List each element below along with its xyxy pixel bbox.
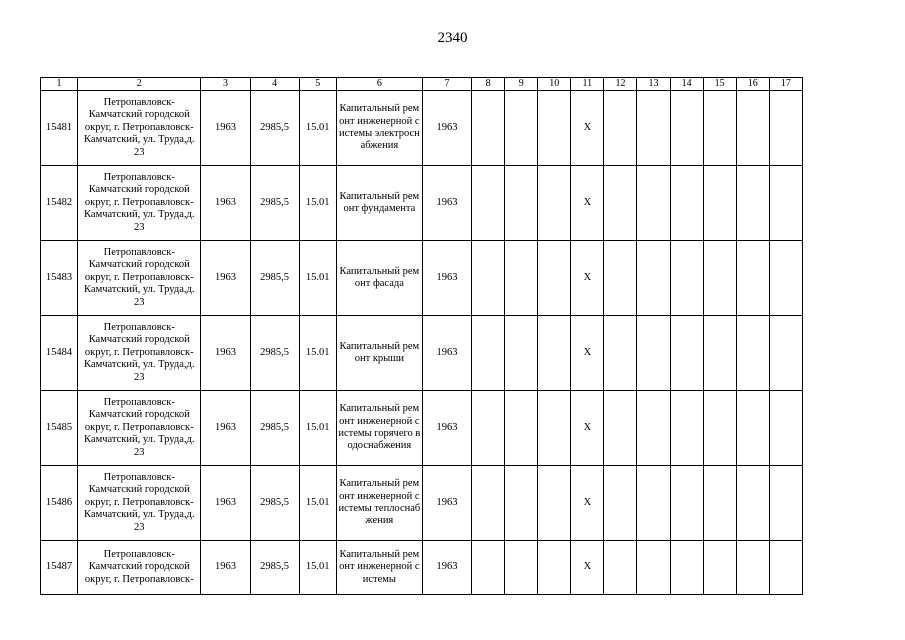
code-cell: 15.01 [299, 241, 336, 316]
row-id: 15485 [41, 391, 78, 466]
mark-cell: X [571, 241, 604, 316]
empty-cell [736, 241, 769, 316]
empty-cell [637, 466, 670, 541]
column-header: 3 [201, 78, 250, 91]
empty-cell [604, 391, 637, 466]
year-cell: 1963 [201, 541, 250, 595]
year-cell: 1963 [201, 166, 250, 241]
empty-cell [736, 316, 769, 391]
planned-year-cell: 1963 [422, 391, 471, 466]
empty-cell [505, 391, 538, 466]
column-header: 6 [336, 78, 422, 91]
planned-year-cell: 1963 [422, 541, 471, 595]
area-cell: 2985,5 [250, 91, 299, 166]
table-row [41, 541, 803, 595]
area-cell: 2985,5 [250, 391, 299, 466]
address-cell: Петропавловск-Камчатский городской округ, г. Петропавловск-Камчатский, ул. Труда,д. 23 [78, 241, 201, 316]
empty-cell [736, 91, 769, 166]
page-number: 2340 [437, 30, 468, 46]
empty-cell [538, 391, 571, 466]
empty-cell [538, 541, 571, 595]
table-row [41, 91, 803, 166]
planned-year-cell: 1963 [422, 241, 471, 316]
address-cell: Петропавловск-Камчатский городской округ, г. Петропавловск-Камчатский, ул. Труда,д. 23 [78, 91, 201, 166]
mark-cell: X [571, 391, 604, 466]
empty-cell [736, 541, 769, 595]
row-id: 15481 [41, 91, 78, 166]
year-cell: 1963 [201, 466, 250, 541]
empty-cell [670, 391, 703, 466]
empty-cell [769, 466, 802, 541]
empty-cell [637, 391, 670, 466]
empty-cell [472, 466, 505, 541]
year-cell: 1963 [201, 316, 250, 391]
empty-cell [736, 391, 769, 466]
address-cell: Петропавловск-Камчатский городской округ, г. Петропавловск-Камчатский, ул. Труда,д. 23 [78, 316, 201, 391]
code-cell: 15.01 [299, 91, 336, 166]
empty-cell [505, 166, 538, 241]
empty-cell [703, 466, 736, 541]
work-type-cell: Капитальный ремонт инженерной системы электроснабжения [336, 91, 422, 166]
year-cell: 1963 [201, 241, 250, 316]
column-header: 16 [736, 78, 769, 91]
mark-cell: X [571, 541, 604, 595]
column-header: 7 [422, 78, 471, 91]
empty-cell [472, 91, 505, 166]
year-cell: 1963 [201, 391, 250, 466]
planned-year-cell: 1963 [422, 91, 471, 166]
mark-cell: X [571, 91, 604, 166]
empty-cell [505, 541, 538, 595]
column-header: 9 [505, 78, 538, 91]
empty-cell [769, 91, 802, 166]
empty-cell [703, 241, 736, 316]
empty-cell [472, 391, 505, 466]
empty-cell [538, 466, 571, 541]
empty-cell [703, 316, 736, 391]
planned-year-cell: 1963 [422, 166, 471, 241]
empty-cell [637, 241, 670, 316]
column-header: 13 [637, 78, 670, 91]
code-cell: 15.01 [299, 541, 336, 595]
row-id: 15487 [41, 541, 78, 595]
empty-cell [670, 541, 703, 595]
table-row [41, 166, 803, 241]
column-header: 15 [703, 78, 736, 91]
empty-cell [769, 391, 802, 466]
empty-cell [769, 316, 802, 391]
planned-year-cell: 1963 [422, 316, 471, 391]
table-row [41, 466, 803, 541]
column-header: 17 [769, 78, 802, 91]
work-type-cell: Капитальный ремонт крыши [336, 316, 422, 391]
empty-cell [604, 466, 637, 541]
empty-cell [472, 316, 505, 391]
code-cell: 15.01 [299, 316, 336, 391]
column-header: 2 [78, 78, 201, 91]
column-header: 11 [571, 78, 604, 91]
table-row [41, 241, 803, 316]
empty-cell [769, 541, 802, 595]
empty-cell [538, 316, 571, 391]
area-cell: 2985,5 [250, 241, 299, 316]
area-cell: 2985,5 [250, 466, 299, 541]
empty-cell [637, 541, 670, 595]
code-cell: 15.01 [299, 391, 336, 466]
work-type-cell: Капитальный ремонт фундамента [336, 166, 422, 241]
empty-cell [472, 541, 505, 595]
column-header: 4 [250, 78, 299, 91]
work-type-cell: Капитальный ремонт фасада [336, 241, 422, 316]
empty-cell [670, 241, 703, 316]
row-id: 15484 [41, 316, 78, 391]
empty-cell [703, 166, 736, 241]
address-cell: Петропавловск-Камчатский городской округ, г. Петропавловск-Камчатский, ул. Труда,д. 23 [78, 466, 201, 541]
empty-cell [604, 91, 637, 166]
empty-cell [670, 466, 703, 541]
column-header: 5 [299, 78, 336, 91]
empty-cell [604, 541, 637, 595]
code-cell: 15.01 [299, 166, 336, 241]
empty-cell [736, 166, 769, 241]
empty-cell [703, 91, 736, 166]
empty-cell [736, 466, 769, 541]
table-row [41, 391, 803, 466]
empty-cell [472, 241, 505, 316]
empty-cell [769, 241, 802, 316]
empty-cell [670, 316, 703, 391]
row-id: 15482 [41, 166, 78, 241]
code-cell: 15.01 [299, 466, 336, 541]
column-header: 10 [538, 78, 571, 91]
empty-cell [703, 541, 736, 595]
empty-cell [604, 241, 637, 316]
empty-cell [604, 316, 637, 391]
address-cell: Петропавловск-Камчатский городской округ, г. Петропавловск- [78, 541, 201, 595]
empty-cell [505, 241, 538, 316]
column-header: 14 [670, 78, 703, 91]
row-id: 15486 [41, 466, 78, 541]
column-header: 8 [472, 78, 505, 91]
empty-cell [538, 91, 571, 166]
empty-cell [505, 316, 538, 391]
area-cell: 2985,5 [250, 316, 299, 391]
header-row [41, 78, 803, 91]
empty-cell [670, 166, 703, 241]
area-cell: 2985,5 [250, 541, 299, 595]
area-cell: 2985,5 [250, 166, 299, 241]
mark-cell: X [571, 466, 604, 541]
address-cell: Петропавловск-Камчатский городской округ, г. Петропавловск-Камчатский, ул. Труда,д. 23 [78, 166, 201, 241]
column-header: 12 [604, 78, 637, 91]
mark-cell: X [571, 316, 604, 391]
empty-cell [637, 91, 670, 166]
empty-cell [505, 91, 538, 166]
empty-cell [505, 466, 538, 541]
work-type-cell: Капитальный ремонт инженерной системы [336, 541, 422, 595]
empty-cell [637, 166, 670, 241]
empty-cell [538, 166, 571, 241]
column-header: 1 [41, 78, 78, 91]
work-type-cell: Капитальный ремонт инженерной системы горячего водоснабжения [336, 391, 422, 466]
year-cell: 1963 [201, 91, 250, 166]
empty-cell [769, 166, 802, 241]
empty-cell [604, 166, 637, 241]
registry-table [40, 77, 803, 595]
empty-cell [472, 166, 505, 241]
planned-year-cell: 1963 [422, 466, 471, 541]
empty-cell [703, 391, 736, 466]
table-row [41, 316, 803, 391]
empty-cell [670, 91, 703, 166]
work-type-cell: Капитальный ремонт инженерной системы теплоснабжения [336, 466, 422, 541]
empty-cell [538, 241, 571, 316]
row-id: 15483 [41, 241, 78, 316]
empty-cell [637, 316, 670, 391]
mark-cell: X [571, 166, 604, 241]
address-cell: Петропавловск-Камчатский городской округ, г. Петропавловск-Камчатский, ул. Труда,д. 23 [78, 391, 201, 466]
